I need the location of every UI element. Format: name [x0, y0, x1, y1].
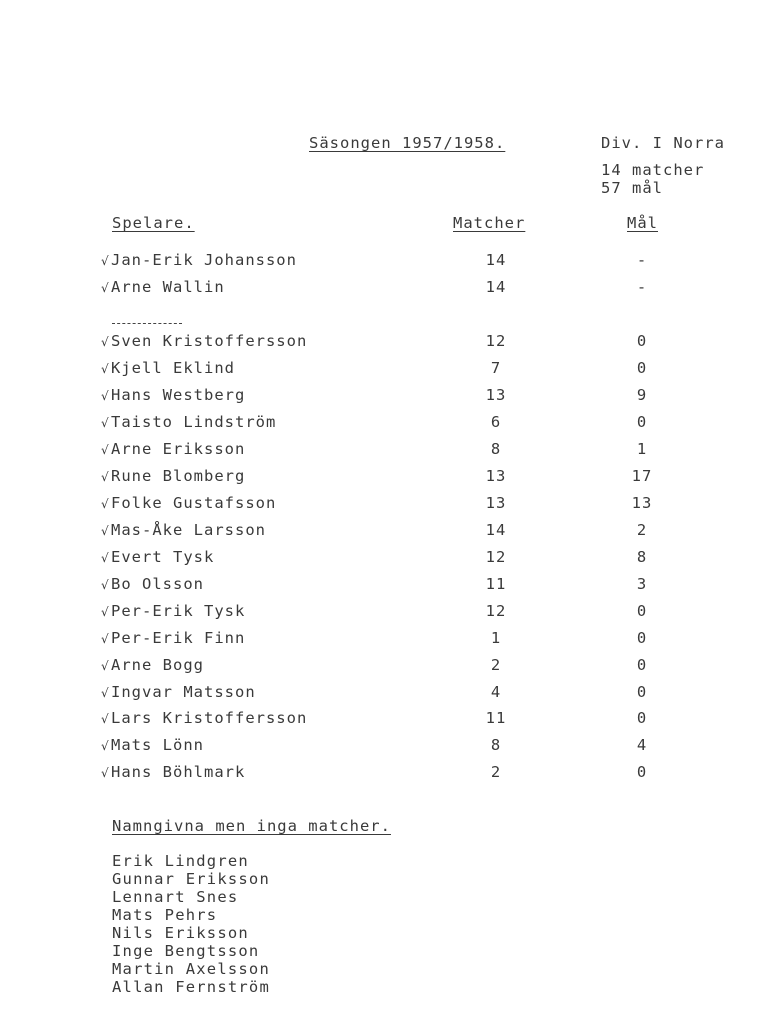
check-mark-icon: √	[101, 335, 109, 349]
player-name: Arne Wallin	[111, 278, 225, 296]
player-name: Bo Olsson	[111, 575, 204, 593]
player-name-cell	[101, 736, 204, 755]
player-name: Taisto Lindström	[111, 413, 277, 431]
check-mark-icon: √	[101, 551, 109, 565]
list-item: Nils Eriksson	[112, 924, 249, 942]
check-mark-icon: √	[101, 632, 109, 646]
player-matches: 1	[490, 629, 502, 647]
player-goals: 0	[636, 332, 648, 350]
matches-total: 14 matcher	[601, 161, 705, 179]
player-goals: -	[636, 278, 648, 296]
player-matches: 7	[490, 359, 502, 377]
check-mark-icon: √	[101, 281, 109, 295]
season-title: Säsongen 1957/1958.	[309, 134, 506, 152]
player-name: Hans Westberg	[111, 386, 246, 404]
check-mark-icon: √	[101, 254, 109, 268]
list-item: Allan Fernström	[112, 978, 270, 996]
player-name-cell	[101, 278, 225, 297]
player-matches: 4	[490, 683, 502, 701]
check-mark-icon: √	[101, 470, 109, 484]
player-goals: 9	[636, 386, 648, 404]
player-matches: 6	[490, 413, 502, 431]
column-header-player: Spelare.	[112, 214, 195, 232]
player-name: Jan-Erik Johansson	[111, 251, 297, 269]
separator-line	[112, 323, 182, 324]
player-matches: 11	[485, 575, 507, 593]
check-mark-icon: √	[101, 739, 109, 753]
player-matches: 8	[490, 440, 502, 458]
player-goals: 3	[636, 575, 648, 593]
player-name-cell	[101, 548, 214, 567]
player-matches: 13	[485, 467, 507, 485]
unnamed-heading: Namngivna men inga matcher.	[112, 817, 391, 835]
player-name-cell	[101, 629, 245, 648]
check-mark-icon: √	[101, 605, 109, 619]
division-label: Div. I Norra	[601, 134, 725, 152]
player-goals: -	[636, 251, 648, 269]
player-name-cell	[101, 251, 297, 270]
check-mark-icon: √	[101, 659, 109, 673]
player-goals: 0	[636, 602, 648, 620]
player-goals: 0	[636, 763, 648, 781]
player-goals: 0	[636, 359, 648, 377]
player-name: Sven Kristoffersson	[111, 332, 308, 350]
player-name-cell	[101, 575, 204, 594]
check-mark-icon: √	[101, 389, 109, 403]
player-name: Folke Gustafsson	[111, 494, 277, 512]
player-goals: 4	[636, 736, 648, 754]
check-mark-icon: √	[101, 497, 109, 511]
list-item: Lennart Snes	[112, 888, 239, 906]
player-name: Kjell Eklind	[111, 359, 235, 377]
player-name-cell	[101, 467, 245, 486]
player-matches: 12	[485, 602, 507, 620]
player-name: Hans Böhlmark	[111, 763, 246, 781]
check-mark-icon: √	[101, 686, 109, 700]
column-header-matches: Matcher	[453, 214, 526, 232]
check-mark-icon: √	[101, 524, 109, 538]
player-goals: 1	[636, 440, 648, 458]
player-goals: 8	[636, 548, 648, 566]
check-mark-icon: √	[101, 578, 109, 592]
list-item: Mats Pehrs	[112, 906, 218, 924]
list-item: Erik Lindgren	[112, 852, 249, 870]
player-name: Ingvar Matsson	[111, 683, 256, 701]
player-name-cell	[101, 656, 204, 675]
player-goals: 0	[636, 709, 648, 727]
player-name: Per-Erik Finn	[111, 629, 246, 647]
player-name: Evert Tysk	[111, 548, 215, 566]
player-matches: 11	[485, 709, 507, 727]
player-name-cell	[101, 332, 307, 351]
player-matches: 14	[485, 521, 507, 539]
column-header-goals: Mål	[627, 214, 658, 232]
player-name: Mas-Åke Larsson	[111, 521, 266, 539]
player-matches: 2	[490, 763, 502, 781]
player-matches: 12	[485, 548, 507, 566]
player-goals: 17	[631, 467, 653, 485]
player-matches: 14	[485, 278, 507, 296]
check-mark-icon: √	[101, 362, 109, 376]
player-name: Arne Bogg	[111, 656, 204, 674]
player-name-cell	[101, 440, 245, 459]
player-name: Rune Blomberg	[111, 467, 246, 485]
player-name: Per-Erik Tysk	[111, 602, 246, 620]
player-goals: 0	[636, 656, 648, 674]
list-item: Martin Axelsson	[112, 960, 270, 978]
player-matches: 2	[490, 656, 502, 674]
player-goals: 13	[631, 494, 653, 512]
player-name-cell	[101, 494, 276, 513]
player-matches: 13	[485, 494, 507, 512]
player-goals: 2	[636, 521, 648, 539]
player-goals: 0	[636, 413, 648, 431]
list-item: Inge Bengtsson	[112, 942, 260, 960]
player-name-cell	[101, 763, 245, 782]
check-mark-icon: √	[101, 766, 109, 780]
list-item: Gunnar Eriksson	[112, 870, 270, 888]
player-goals: 0	[636, 683, 648, 701]
check-mark-icon: √	[101, 712, 109, 726]
player-name-cell	[101, 709, 307, 728]
player-name-cell	[101, 683, 256, 702]
player-matches: 12	[485, 332, 507, 350]
goals-total: 57 mål	[601, 179, 663, 197]
player-goals: 0	[636, 629, 648, 647]
check-mark-icon: √	[101, 416, 109, 430]
player-matches: 8	[490, 736, 502, 754]
player-name: Arne Eriksson	[111, 440, 246, 458]
player-name-cell	[101, 359, 235, 378]
player-name-cell	[101, 413, 276, 432]
player-name: Lars Kristoffersson	[111, 709, 308, 727]
player-matches: 14	[485, 251, 507, 269]
player-matches: 13	[485, 386, 507, 404]
player-name-cell	[101, 602, 245, 621]
player-name-cell	[101, 386, 245, 405]
check-mark-icon: √	[101, 443, 109, 457]
player-name: Mats Lönn	[111, 736, 204, 754]
player-name-cell	[101, 521, 266, 540]
